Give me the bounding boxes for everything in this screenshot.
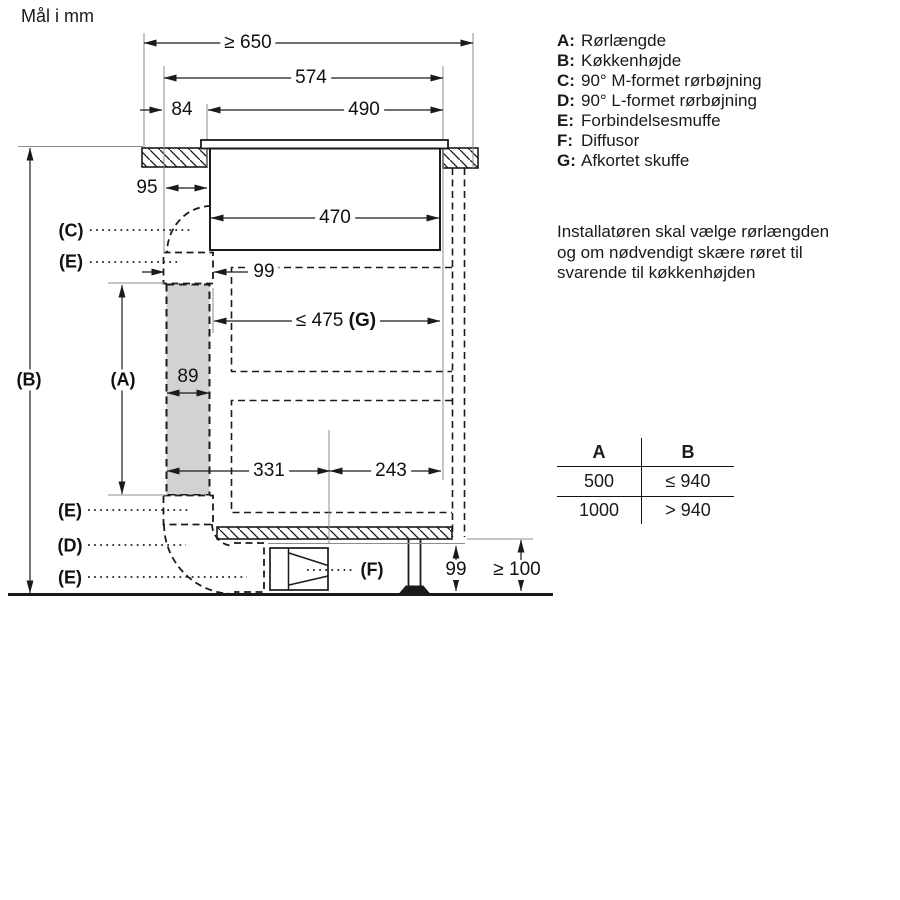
- table-header-b: B: [642, 438, 735, 467]
- legend: [557, 31, 762, 171]
- callout-e-sleeve-3: (E): [58, 567, 82, 588]
- page-title: Mål i mm: [21, 6, 94, 26]
- hob-body: [210, 149, 440, 251]
- callout-a-pipe-length: (A): [110, 369, 136, 390]
- legend-item: B: Køkkenhøjde: [557, 51, 682, 70]
- dim-shortened-drawer: ≤ 475 (G): [292, 311, 380, 331]
- drawer-box-lower: [232, 401, 453, 513]
- dim-min-niche-width: ≥ 650: [220, 33, 275, 53]
- diffusor: [270, 548, 328, 590]
- dim-sleeve-width: 99: [249, 262, 278, 282]
- duct-pipe: [167, 285, 210, 496]
- leg-foot: [400, 586, 429, 593]
- dim-left-offset: 84: [167, 100, 196, 120]
- legend-item: E: Forbindelsesmuffe: [557, 111, 721, 130]
- callout-f-diffusor: (F): [360, 559, 384, 580]
- dim-left-depth: 331: [249, 461, 289, 481]
- leader-dots: [88, 230, 352, 577]
- dim-body-width: 470: [315, 208, 355, 228]
- dim-min-plinth-clearance: ≥ 100: [489, 560, 544, 580]
- dim-duct-width: 89: [177, 366, 199, 388]
- worktop-left: [142, 148, 207, 167]
- sleeve-upper: [164, 253, 214, 284]
- dim-cutout-width: 490: [344, 100, 384, 120]
- table-row: 1000 > 940: [557, 497, 734, 525]
- sleeve-lower: [164, 496, 214, 525]
- table-header-a: A: [592, 441, 606, 462]
- table-row: 500 ≤ 940: [557, 467, 734, 497]
- legend-item: A: Rørlængde: [557, 31, 667, 50]
- callout-b-kitchen-height: (B): [16, 369, 42, 390]
- cabinet-side-panel: [453, 168, 465, 537]
- dim-duct-offset: 95: [136, 177, 158, 199]
- dim-right-depth: 243: [371, 461, 411, 481]
- sleeve-bottom: [234, 543, 264, 592]
- cabinet-bottom-panel: [217, 527, 452, 539]
- installer-note: Installatøren skal vælge rørlængden og om nødvendigt skære røret til svarende til køkkenhøjden: [557, 222, 830, 282]
- dim-plinth-height: 99: [441, 560, 470, 580]
- pipe-length-table: [557, 438, 734, 524]
- hob-top-plate: [201, 140, 448, 149]
- callout-e-sleeve-1: (E): [59, 251, 83, 272]
- drawer-ref-g: (G): [348, 310, 377, 332]
- legend-item: C: 90° M-formet rørbøjning: [557, 71, 762, 90]
- cabinet-leg: [400, 539, 429, 593]
- legend-item: D: 90° L-formet rørbøjning: [557, 91, 757, 110]
- callout-c-m-bend: (C): [58, 220, 84, 241]
- callout-e-sleeve-2: (E): [58, 500, 82, 521]
- dim-appliance-width: 574: [291, 68, 331, 88]
- dimension-lines: [30, 43, 521, 593]
- callout-d-l-bend: (D): [57, 535, 83, 556]
- legend-item: G: Afkortet skuffe: [557, 151, 690, 170]
- legend-item: F: Diffusor: [557, 131, 640, 150]
